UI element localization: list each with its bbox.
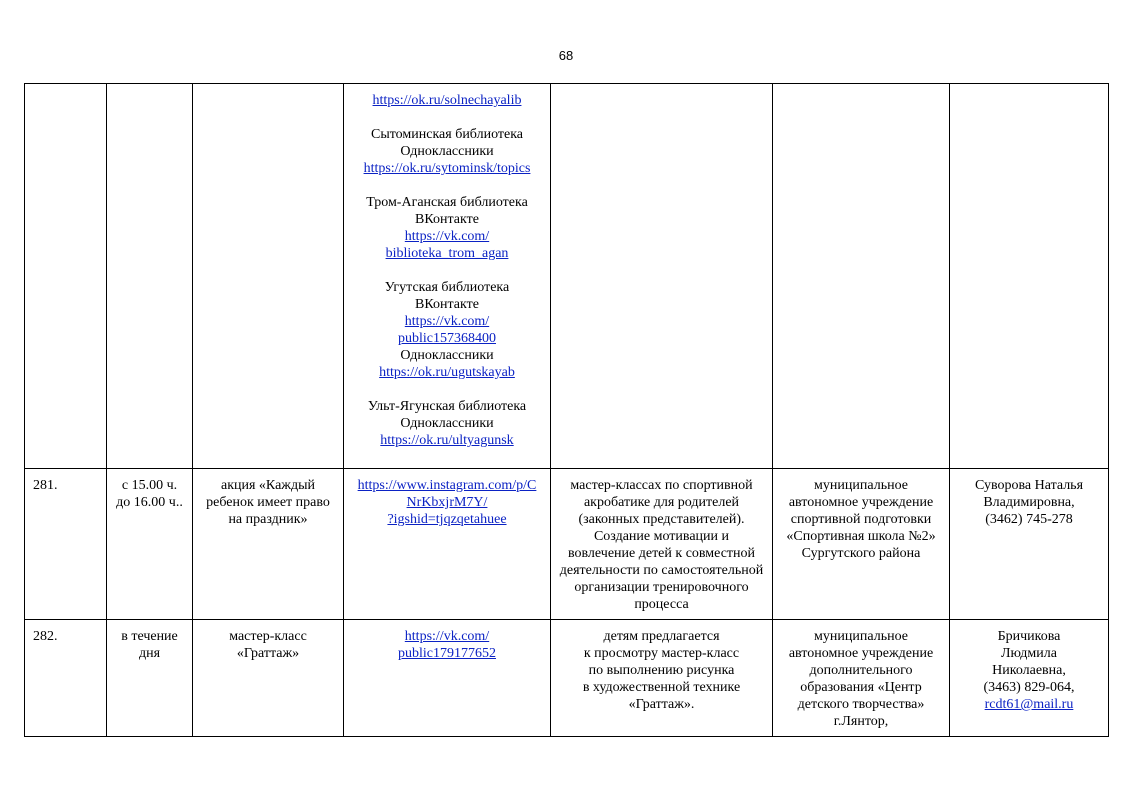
time-cell (107, 469, 193, 620)
description-cell (551, 620, 773, 737)
continuation-contact-cell (950, 84, 1109, 469)
links-cell (344, 620, 551, 737)
event-line: на праздник» (228, 512, 308, 527)
library-label: Одноклассники (400, 348, 494, 363)
description-line: процесса (634, 597, 689, 612)
event-link[interactable]: NrKbxjrM7Y/ (406, 495, 488, 510)
description-line: (законных представителей). (578, 512, 745, 527)
contact-line: Николаевна, (992, 663, 1066, 678)
organizer-line: Сургутского района (801, 546, 921, 561)
line-gap (347, 262, 547, 279)
row-number-cell (25, 469, 107, 620)
organizer-line: «Спортивная школа №2» (786, 529, 936, 544)
organizer-line: муниципальное (814, 629, 908, 644)
continuation-links-cell (344, 84, 551, 469)
event-link[interactable]: ?igshid=tjqzqetahuee (387, 512, 507, 527)
time-line: в течение (121, 629, 178, 644)
row-number: 282. (33, 629, 58, 644)
continuation-time-cell (107, 84, 193, 469)
line-gap (347, 177, 547, 194)
description-line: вовлечение детей к совместной (567, 546, 756, 561)
description-line: мастер-классах по спортивной (570, 478, 753, 493)
event-cell (193, 469, 344, 620)
contact-line: Бричикова (997, 629, 1061, 644)
time-cell (107, 620, 193, 737)
organizer-cell (773, 469, 950, 620)
description-cell (551, 469, 773, 620)
page-number: 68 (558, 48, 574, 63)
description-line: деятельности по самостоятельной (559, 563, 764, 578)
contact-line: (3462) 745-278 (985, 512, 1073, 527)
library-label: Ульт-Ягунская библиотека (367, 399, 527, 414)
organizer-line: г.Лянтор, (833, 714, 889, 729)
description-line: детям предлагается (603, 629, 720, 644)
library-label: Сытоминская библиотека (370, 127, 524, 142)
events-table (24, 83, 1109, 737)
contact-line: (3463) 829-064, (983, 680, 1075, 695)
library-link[interactable]: https://vk.com/ (404, 314, 490, 329)
organizer-line: образования «Центр (800, 680, 922, 695)
library-link[interactable]: https://ok.ru/ultyagunsk (380, 433, 514, 448)
time-line: с 15.00 ч. (121, 478, 178, 493)
library-link[interactable]: public157368400 (398, 331, 496, 346)
description-line: к просмотру мастер-класс (583, 646, 740, 661)
links-cell (344, 469, 551, 620)
line-gap (347, 109, 547, 126)
library-label: Угутская библиотека (384, 280, 510, 295)
description-line: по выполнению рисунка (588, 663, 735, 678)
event-line: «Граттаж» (236, 646, 300, 661)
organizer-line: детского творчества» (797, 697, 925, 712)
line-gap (347, 381, 547, 398)
event-line: мастер-класс (229, 629, 307, 644)
organizer-line: автономное учреждение (788, 495, 934, 510)
continuation-organizer-cell (773, 84, 950, 469)
organizer-line: муниципальное (814, 478, 908, 493)
contact-line: Суворова Наталья (974, 478, 1084, 493)
continuation-row (25, 84, 1109, 469)
library-link[interactable]: https://ok.ru/ugutskayab (379, 365, 515, 380)
continuation-number-cell (25, 84, 107, 469)
contact-cell (950, 469, 1109, 620)
event-link[interactable]: https://www.instagram.com/p/C (357, 478, 537, 493)
organizer-line: дополнительного (809, 663, 913, 678)
library-label: Одноклассники (400, 416, 494, 431)
library-link[interactable]: biblioteka_trom_agan (385, 246, 509, 261)
contact-line: Людмила (1001, 646, 1057, 661)
description-line: в художественной технике (582, 680, 741, 695)
library-label: Одноклассники (400, 144, 494, 159)
contact-email-link[interactable]: rcdt61@mail.ru (984, 697, 1074, 712)
time-line: дня (138, 646, 161, 661)
table-row (25, 620, 1109, 737)
contact-cell (950, 620, 1109, 737)
continuation-event-cell (193, 84, 344, 469)
continuation-description-cell (551, 84, 773, 469)
event-line: акция «Каждый (220, 478, 315, 493)
row-number: 281. (33, 478, 58, 493)
event-link[interactable]: public179177652 (398, 646, 496, 661)
row-number-cell (25, 620, 107, 737)
library-link[interactable]: https://ok.ru/solnechayalib (372, 93, 522, 108)
description-line: Создание мотивации и (593, 529, 730, 544)
library-link[interactable]: https://ok.ru/sytominsk/topics (363, 161, 531, 176)
library-label: ВКонтакте (415, 212, 479, 227)
contact-line: Владимировна, (983, 495, 1075, 510)
organizer-line: спортивной подготовки (790, 512, 932, 527)
event-line: ребенок имеет право (206, 495, 330, 510)
description-line: акробатике для родителей (583, 495, 740, 510)
event-cell (193, 620, 344, 737)
description-line: «Граттаж». (628, 697, 695, 712)
library-label: ВКонтакте (415, 297, 479, 312)
library-link[interactable]: https://vk.com/ (404, 229, 490, 244)
event-link[interactable]: https://vk.com/ (404, 629, 490, 644)
library-label: Тром-Аганская библиотека (366, 195, 528, 210)
organizer-cell (773, 620, 950, 737)
table-row (25, 469, 1109, 620)
time-line: до 16.00 ч.. (116, 495, 183, 510)
organizer-line: автономное учреждение (788, 646, 934, 661)
description-line: организации тренировочного (574, 580, 749, 595)
